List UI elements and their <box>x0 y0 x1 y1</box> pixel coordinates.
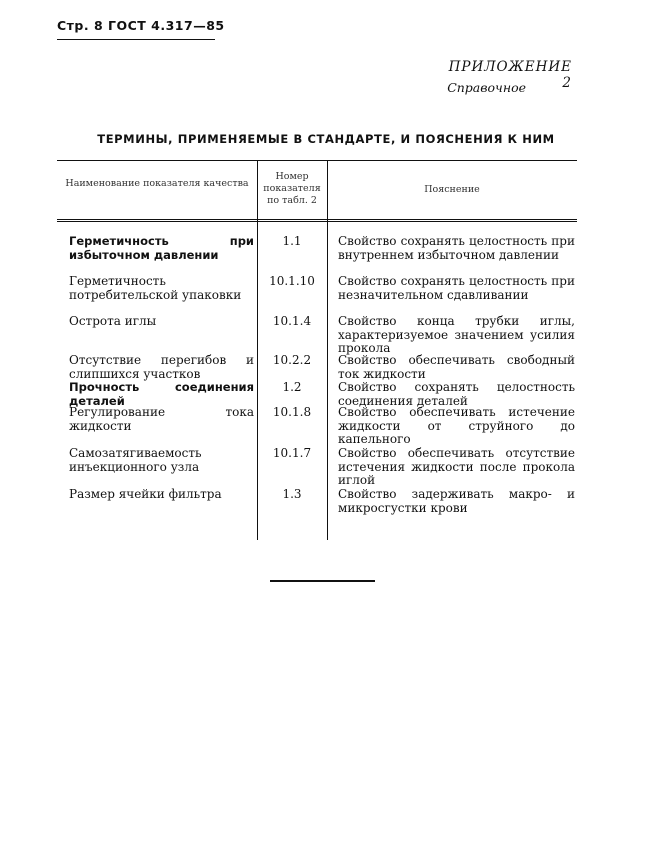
table-row-term: Герметичность потребительской упаковки <box>69 274 242 302</box>
table-row-term: Самозатягиваемость инъекционного узла <box>69 446 202 474</box>
table-row-explanation: Свойство обеспечивать отсутствие истечения жидкости после прокола иглой <box>338 446 575 487</box>
column-divider <box>327 161 328 540</box>
table-row-number: 1.1 <box>282 234 302 248</box>
table-top-rule <box>57 160 577 161</box>
table-row-number: 10.1.10 <box>269 274 315 288</box>
table-row-explanation: Свойство конца трубки иглы, характеризуемое значением усилия прокола <box>338 314 575 355</box>
table-row-number: 10.1.4 <box>272 314 312 328</box>
table-row-term: Острота иглы <box>69 314 157 328</box>
table-row-number: 10.1.8 <box>272 405 312 419</box>
table-caption: ТЕРМИНЫ, ПРИМЕНЯЕМЫЕ В СТАНДАРТЕ, И ПОЯСНЕНИЯ К НИМ <box>97 132 555 146</box>
header-rule <box>57 39 215 40</box>
table-row-number: 10.2.2 <box>272 353 312 367</box>
table-row-term: Регулирование тока жидкости <box>69 405 254 433</box>
table-row-explanation: Свойство обеспечивать свободный ток жидкости <box>338 353 575 381</box>
page-header: Стр. 8 ГОСТ 4.317—85 <box>57 18 225 33</box>
column-divider <box>257 161 258 540</box>
end-of-appendix-rule <box>270 580 375 582</box>
appendix-note: Справочное <box>447 80 526 95</box>
table-row-explanation: Свойство сохранять целостность при внутреннем избыточном давлении <box>338 234 575 262</box>
appendix-title: ПРИЛОЖЕНИЕ 2 <box>448 59 572 91</box>
table-header-rule <box>57 219 577 223</box>
table-row-number: 10.1.7 <box>272 446 312 460</box>
table-row-term: Размер ячейки фильтра <box>69 487 222 501</box>
table-row-number: 1.3 <box>282 487 302 501</box>
table-row-explanation: Свойство сохранять целостность при незначительном сдавливании <box>338 274 575 302</box>
table-row-explanation: Свойство задерживать макро- и микросгустки крови <box>338 487 575 515</box>
table-row-term: Отсутствие перегибов и слипшихся участков <box>69 353 254 381</box>
column-header-explanation: Пояснение <box>424 184 480 195</box>
table-row-term: Прочность соединения деталей <box>69 380 254 408</box>
table-row-term: Герметичность при избыточном давлении <box>69 234 254 262</box>
table-row-explanation: Свойство обеспечивать истечение жидкости от струйного до капельного <box>338 405 575 446</box>
column-header-number: Номер показателя по табл. 2 <box>263 171 321 206</box>
column-header-indicator: Наименование показателя качества <box>65 178 249 189</box>
table-row-explanation: Свойство сохранять целостность соединения деталей <box>338 380 575 408</box>
table-row-number: 1.2 <box>282 380 302 394</box>
